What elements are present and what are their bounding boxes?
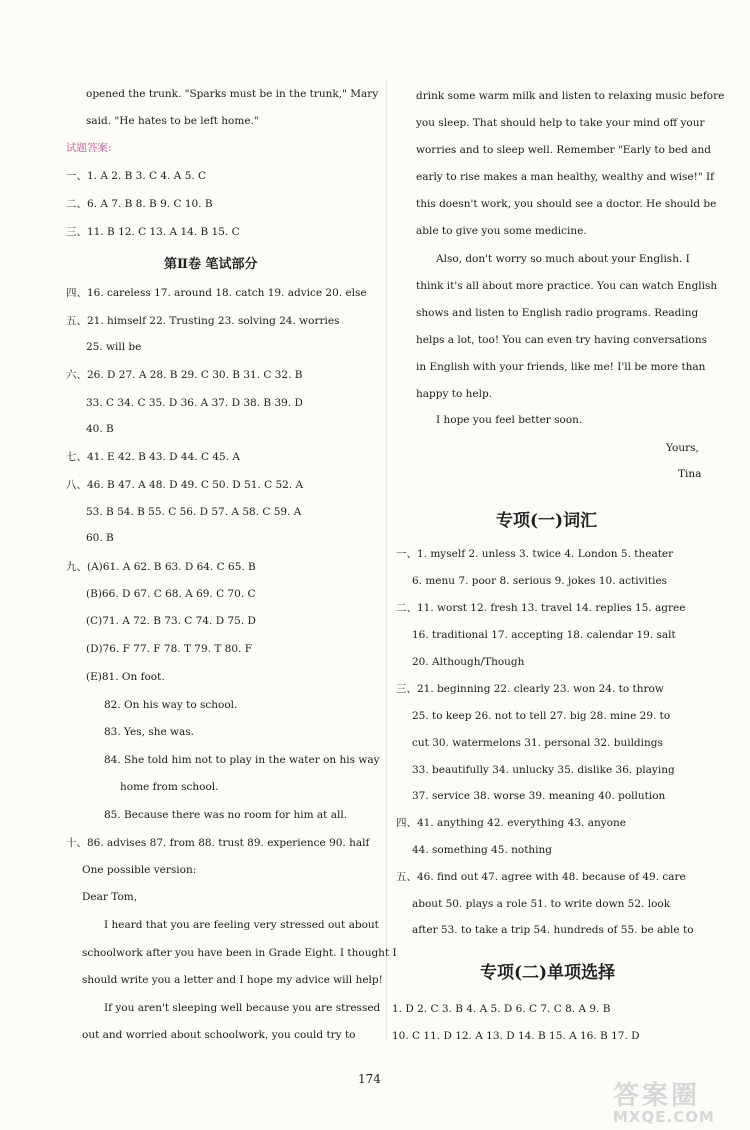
- answer-line: home from school.: [120, 781, 219, 793]
- answer-line: 四、41. anything 42. everything 43. anyone: [396, 817, 626, 829]
- story-line: said. "He hates to be left home.": [86, 115, 259, 127]
- page-number: 174: [358, 1072, 381, 1086]
- answer-line: 53. B 54. B 55. C 56. D 57. A 58. C 59. A: [86, 506, 302, 518]
- answers-heading: 试题答案:: [66, 142, 112, 154]
- essay-line: schoolwork after you have been in Grade Eight. I thought I: [82, 947, 397, 959]
- answer-line: 82. On his way to school.: [104, 699, 238, 711]
- essay-line: out and worried about schoolwork, you could try to: [82, 1029, 356, 1041]
- essay-line: One possible version:: [82, 864, 197, 876]
- answer-line: (D)76. F 77. F 78. T 79. T 80. F: [86, 643, 253, 655]
- answer-line: 二、6. A 7. B 8. B 9. C 10. B: [66, 198, 213, 210]
- story-line: opened the trunk. "Sparks must be in the trunk," Mary: [86, 88, 379, 100]
- answer-line: 三、11. B 12. C 13. A 14. B 15. C: [66, 226, 240, 238]
- answer-line: 85. Because there was no room for him at all.: [104, 809, 348, 821]
- watermark-bottom: MXQE.COM: [613, 1108, 715, 1126]
- answer-line: (C)71. A 72. B 73. C 74. D 75. D: [86, 615, 256, 627]
- letter-line: I hope you feel better soon.: [436, 414, 583, 426]
- special2-title: 专项(二)单项选择: [480, 963, 616, 983]
- answer-line: 三、21. beginning 22. clearly 23. won 24. to throw: [396, 683, 664, 695]
- letter-line: you sleep. That should help to take your mind off your: [416, 117, 705, 129]
- answer-line: cut 30. watermelons 31. personal 32. buildings: [412, 737, 663, 749]
- letter-line: worries and to sleep well. Remember "Early to bed and: [416, 144, 711, 156]
- section-title: 第Ⅱ卷 笔试部分: [164, 257, 258, 272]
- watermark-top: 答案圈: [613, 1081, 701, 1111]
- answer-line: 25. will be: [86, 341, 142, 353]
- answer-line: 二、11. worst 12. fresh 13. travel 14. replies 15. agree: [396, 602, 686, 614]
- answer-line: 九、(A)61. A 62. B 63. D 64. C 65. B: [66, 561, 256, 573]
- answer-line: after 53. to take a trip 54. hundreds of 55. be able to: [412, 924, 694, 936]
- letter-line: happy to help.: [416, 388, 493, 400]
- answer-line: 33. C 34. C 35. D 36. A 37. D 38. B 39. D: [86, 397, 303, 409]
- essay-line: Dear Tom,: [82, 891, 138, 903]
- answer-line: (B)66. D 67. C 68. A 69. C 70. C: [86, 588, 256, 600]
- answer-line: 6. menu 7. poor 8. serious 9. jokes 10. activities: [412, 575, 668, 587]
- answer-line: 20. Although/Though: [412, 656, 525, 668]
- answer-line: 84. She told him not to play in the water on his way: [104, 754, 380, 766]
- watermark-logo: [613, 1075, 715, 1126]
- answer-line: 16. traditional 17. accepting 18. calendar 19. salt: [412, 629, 676, 641]
- answer-line: about 50. plays a role 51. to write down 52. look: [412, 898, 671, 910]
- answer-line: 八、46. B 47. A 48. D 49. C 50. D 51. C 52. A: [66, 479, 304, 491]
- letter-line: drink some warm milk and listen to relaxing music before: [416, 90, 725, 102]
- letter-closing: Yours,: [666, 442, 699, 454]
- letter-line: think it's all about more practice. You can watch English: [416, 280, 718, 292]
- answer-line: 十、86. advises 87. from 88. trust 89. experience 90. half: [66, 837, 370, 849]
- answer-line: 60. B: [86, 532, 114, 544]
- letter-line: shows and listen to English radio programs. Reading: [416, 307, 699, 319]
- answer-line: 六、26. D 27. A 28. B 29. C 30. B 31. C 32. B: [66, 369, 303, 381]
- letter-line: able to give you some medicine.: [416, 225, 587, 237]
- letter-line: early to rise makes a man healthy, wealthy and wise!" If: [416, 171, 715, 183]
- answer-line: 10. C 11. D 12. A 13. D 14. B 15. A 16. B 17. D: [392, 1030, 640, 1042]
- letter-line: this doesn't work, you should see a doctor. He should be: [416, 198, 717, 210]
- letter-line: Also, don't worry so much about your English. I: [436, 253, 690, 265]
- answer-line: 七、41. E 42. B 43. D 44. C 45. A: [66, 451, 240, 463]
- essay-line: should write you a letter and I hope my advice will help!: [82, 974, 383, 986]
- answer-line: 一、1. A 2. B 3. C 4. A 5. C: [66, 170, 207, 182]
- answer-line: 44. something 45. nothing: [412, 844, 553, 856]
- letter-line: helps a lot, too! You can even try having conversations: [416, 334, 707, 346]
- special1-title: 专项(一)词汇: [496, 511, 598, 531]
- answer-line: 一、1. myself 2. unless 3. twice 4. London 5. theater: [396, 548, 674, 560]
- answer-line: 1. D 2. C 3. B 4. A 5. D 6. C 7. C 8. A 9. B: [392, 1003, 611, 1015]
- answer-line: 83. Yes, she was.: [104, 726, 195, 738]
- answer-line: 40. B: [86, 423, 114, 435]
- letter-line: in English with your friends, like me! I'll be more than: [416, 361, 706, 373]
- letter-signature: Tina: [678, 468, 702, 480]
- column-divider: [386, 80, 387, 1040]
- answer-line: 四、16. careless 17. around 18. catch 19. advice 20. else: [66, 287, 367, 299]
- essay-line: If you aren't sleeping well because you are stressed: [104, 1002, 381, 1014]
- answer-line: 37. service 38. worse 39. meaning 40. pollution: [412, 790, 666, 802]
- essay-line: I heard that you are feeling very stressed out about: [104, 919, 379, 931]
- answer-line: (E)81. On foot.: [86, 671, 165, 683]
- answer-line: 五、46. find out 47. agree with 48. because of 49. care: [396, 871, 686, 883]
- answer-line: 33. beautifully 34. unlucky 35. dislike 36. playing: [412, 764, 675, 776]
- answer-line: 25. to keep 26. not to tell 27. big 28. mine 29. to: [412, 710, 671, 722]
- answer-line: 五、21. himself 22. Trusting 23. solving 24. worries: [66, 315, 340, 327]
